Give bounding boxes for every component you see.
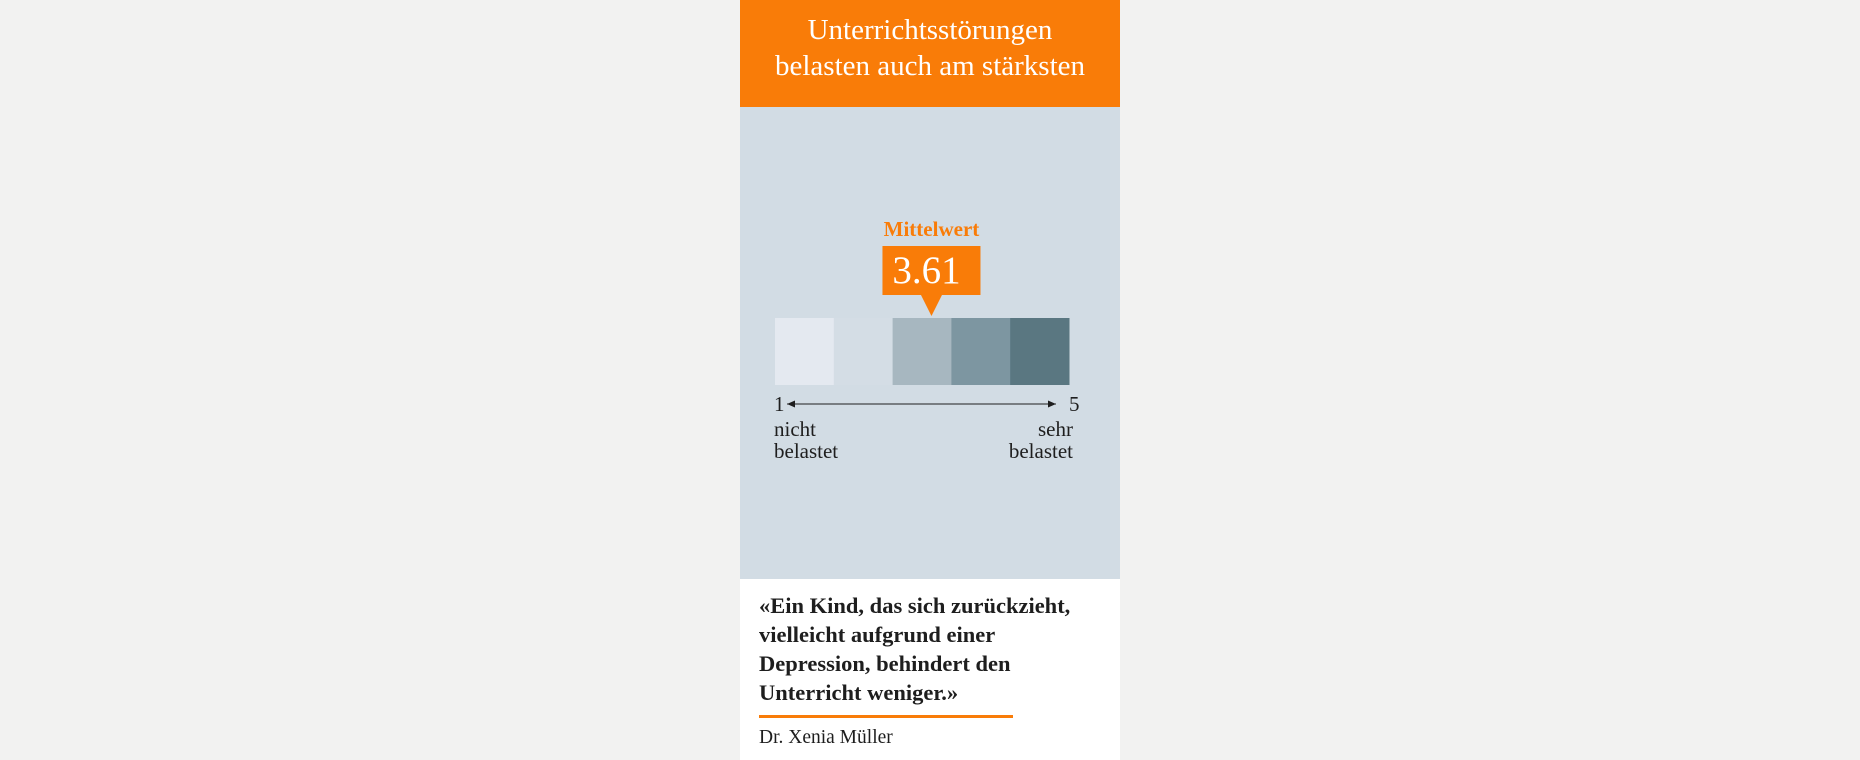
quote-line-3: Depression, behindert den xyxy=(759,651,1011,676)
axis-min-caption-line-1: nicht xyxy=(774,417,816,441)
quote-line-4: Unterricht weniger.» xyxy=(759,680,959,705)
infographic-panel xyxy=(740,0,1120,760)
axis-max-caption-line-1: sehr xyxy=(1038,417,1073,441)
quote-line-1: «Ein Kind, das sich zurückzieht, xyxy=(759,593,1071,618)
scale-chart xyxy=(740,107,1120,579)
scale-segment-3 xyxy=(893,318,952,385)
quote-box xyxy=(740,579,1120,760)
axis-min-caption-line-2: belastet xyxy=(774,439,839,463)
scale-chart-area xyxy=(740,107,1120,579)
chart-title-line-1: Unterrichtsstörungen xyxy=(807,14,1053,46)
mean-value: 3.61 xyxy=(892,249,961,292)
quote-divider xyxy=(759,715,1013,718)
axis-min-label: 1 xyxy=(774,392,785,416)
quote-text xyxy=(759,591,1109,707)
quote-author: Dr. Xenia Müller xyxy=(759,727,893,748)
chart-title-line-2: belasten auch am stärksten xyxy=(774,50,1086,82)
scale-segment-1 xyxy=(775,318,834,385)
scale-segment-2 xyxy=(834,318,893,385)
chart-title xyxy=(740,0,1120,107)
quote-line-2: vielleicht aufgrund einer xyxy=(759,622,996,647)
axis-max-caption-line-2: belastet xyxy=(1008,439,1073,463)
scale-segment-4 xyxy=(951,318,1010,385)
axis-arrowhead-left xyxy=(787,401,795,408)
axis-arrowhead-right xyxy=(1048,401,1056,408)
axis-max-label: 5 xyxy=(1069,392,1080,416)
mean-pointer xyxy=(920,294,942,316)
scale-segment-5 xyxy=(1010,318,1069,385)
scale-segments xyxy=(775,318,1070,385)
mean-label: Mittelwert xyxy=(883,217,980,241)
